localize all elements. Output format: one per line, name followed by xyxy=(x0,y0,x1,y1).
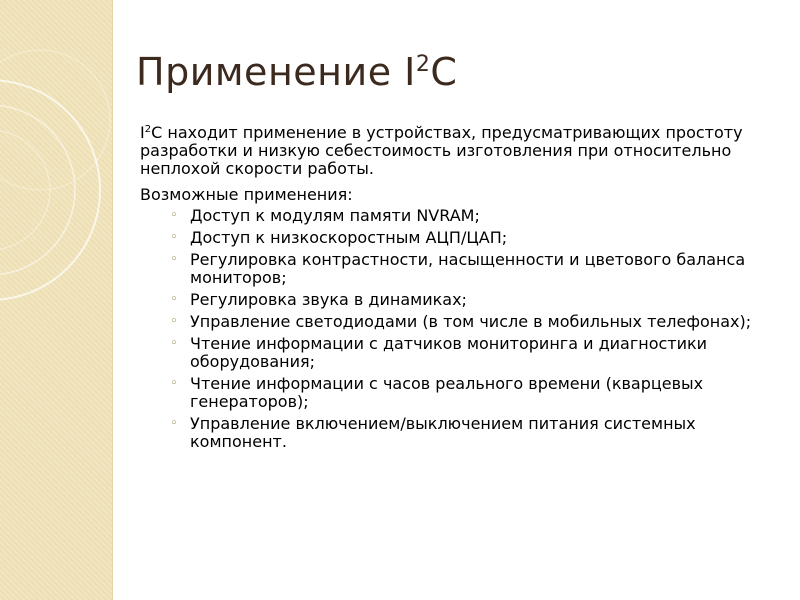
list-item: ◦ Чтение информации с датчиков мониторинга и диагностики оборудования; xyxy=(140,335,780,371)
list-item: ◦ Чтение информации с часов реального времени (кварцевых генераторов); xyxy=(140,375,780,411)
list-item: ◦ Регулировка контрастности, насыщенности и цветового баланса мониторов; xyxy=(140,251,780,287)
intro-paragraph xyxy=(140,124,780,178)
list-item: ◦ Доступ к модулям памяти NVRAM; xyxy=(140,207,780,225)
title-superscript: 2 xyxy=(415,52,431,77)
list-item: ◦ Управление включением/выключением питания системных компонент. xyxy=(140,415,780,451)
intro-text: C находит применение в устройствах, предусматривающих простоту разработки и низкую себестоимость изготовления при относительно неплохой скорости работы. xyxy=(140,123,743,178)
intro-prefix: I xyxy=(140,123,145,142)
applications-list xyxy=(140,207,780,451)
decorative-side-band xyxy=(0,0,113,600)
decorative-circles xyxy=(0,0,112,600)
intro-superscript: 2 xyxy=(144,124,152,135)
list-item: ◦ Управление светодиодами (в том числе в мобильных телефонах); xyxy=(140,313,780,331)
slide-title xyxy=(136,50,457,94)
list-item: ◦ Доступ к низкоскоростным АЦП/ЦАП; xyxy=(140,229,780,247)
list-item: ◦ Регулировка звука в динамиках; xyxy=(140,291,780,309)
title-end-text: C xyxy=(430,50,458,94)
title-main-text: Применение I xyxy=(136,50,416,94)
applications-heading: Возможные применения: xyxy=(140,185,353,204)
slide-body xyxy=(140,124,780,455)
